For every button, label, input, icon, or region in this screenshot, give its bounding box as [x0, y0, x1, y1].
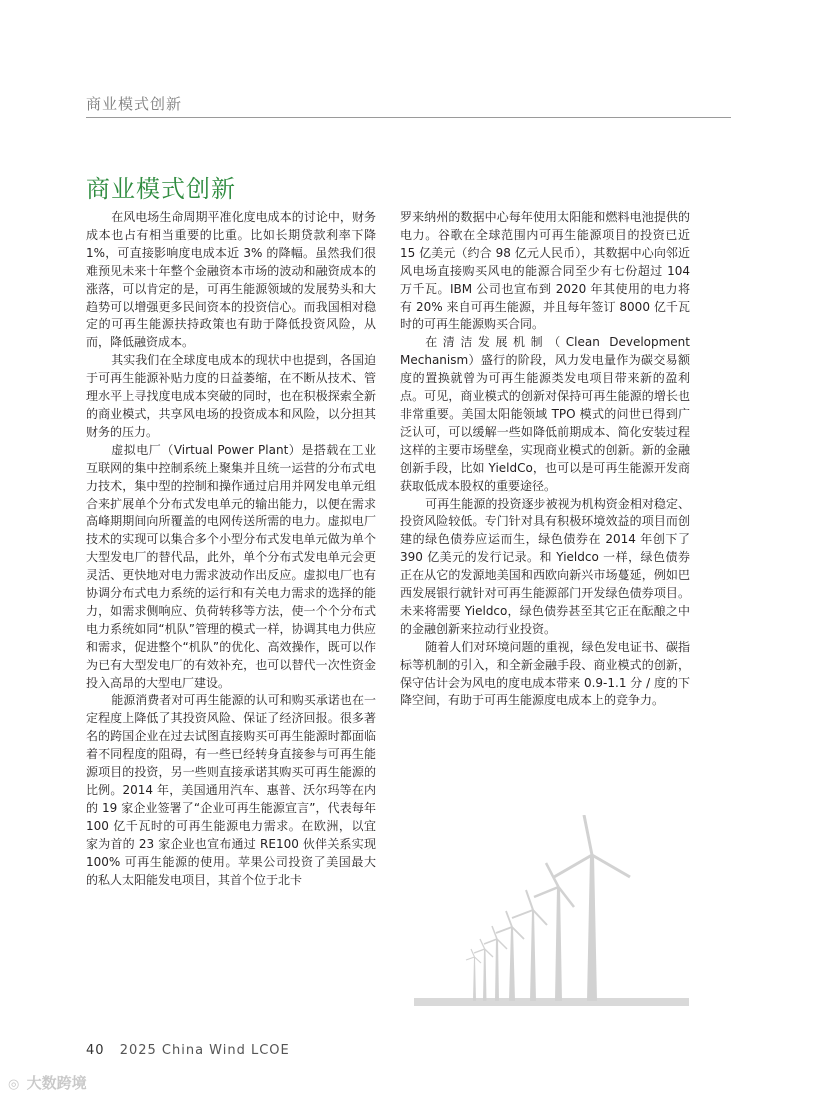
- paragraph-green-bonds: 可再生能源的投资逐步被视为机构资金相对稳定、投资风险较低。专门针对具有积极环境效益的项目而创建的绿色债券应运而生，绿色债券在 2014 年创下了 390 亿美元的发行记录。和 Yieldco 一样，绿色债券正在从它的发源地美国和西欧向新兴市场蔓延，例如巴西发展银行就针对可再生能源部门开发绿色债券项目。未来将需要 Yieldco，绿色债券甚至其它正在酝酿之中的金融创新来拉动行业投资。: [400, 496, 690, 636]
- camera-logo-icon: ◎: [8, 1077, 20, 1092]
- page-footer: [86, 1043, 290, 1058]
- paragraph-consumer-commitment-cont: 罗来纳州的数据中心每年使用太阳能和燃料电池提供的电力。谷歌在全球范围内可再生能源项目的投资已近 15 亿美元（约合 98 亿元人民币），其数据中心向邻近风电场直接购买风电的能源合同至少有七份超过 104 万千瓦。IBM 公司也宣布到 2020 年其使用的电力将有 20% 来自可再生能源，并且每年签订 8000 亿千瓦时的可再生能源购买合同。: [400, 210, 690, 332]
- watermark-text: 大数跨境: [26, 1074, 87, 1092]
- paragraph-consumer-commitment: 能源消费者对可再生能源的认可和购买承诺也在一定程度上降低了其投资风险、保证了经济回报。很多著名的跨国企业在过去试图直接购买可再生能源时都面临着不同程度的阻碍，有一些已经转身直接参与可再生能源项目的投资，另一些则直接承诺其购买可再生能源的比例。2014 年，美国通用汽车、惠普、沃尔玛等在内的 19 家企业签署了“企业可再生能源宣言”，代表每年 100 亿千瓦时的可再生能源电力需求。在欧洲，以宜家为首的 23 家企业也宣布通过 RE100 伙伴关系实现100% 可再生能源的使用。苹果公司投资了美国最大的私人太阳能发电项目，其首个位于北卡: [86, 693, 376, 887]
- paragraph-virtual-power-plant: 虚拟电厂（Virtual Power Plant）是搭载在工业互联网的集中控制系统上聚集并且统一运营的分布式电力技术，集中型的控制和操作通过启用并网发电单元组合来扩展单个分布式发电单元的输出能力，以便在需求高峰期期间向所覆盖的电网传送所需的电力。虚拟电厂技术的实现可以集合多个小型分布式发电单元做为单个大型发电厂的替代品，此外，单个分布式发电单元会更灵活、更快地对电力需求波动作出反应。虚拟电厂也有协调分布式电力系统的运行和有关电力需求的选择的能力，如需求侧响应、负荷转移等方法，使一个个分布式电力系统如同“机队”管理的模式一样，协调其电力供应和需求，促进整个“机队”的优化、高效操作，既可以作为已有大型发电厂的有效补充，也可以替代一次性资金投入高昂的大型电厂建设。: [86, 442, 376, 690]
- paragraph-financial-cost: 在风电场生命周期平准化度电成本的讨论中，财务成本也占有相当重要的比重。比如长期贷款利率下降 1%，可直接影响度电成本近 3% 的降幅。虽然我们很难预见未来十年整个金融资本市场的波动和融资成本的涨落，可以肯定的是，可再生能源领域的发展势头和大趋势可以增强更多民间资本的投资信心。而我国相对稳定的可再生能源扶持政策也有助于降低投资风险，从而，降低融资成本。: [86, 210, 376, 350]
- wind-turbines-illustration: [414, 815, 689, 1010]
- left-column: [86, 209, 376, 889]
- header-divider: [86, 117, 731, 118]
- page-title: 商业模式创新: [86, 175, 236, 203]
- paragraph-conclusion: 随着人们对环境问题的重视，绿色发电证书、碳指标等机制的引入，和全新金融手段、商业模式的创新，保守估计会为风电的度电成本带来 0.9-1.1 分 / 度的下降空间，有助于可再生能源度电成本上的竞争力。: [400, 639, 690, 708]
- page-number: 40: [86, 1043, 105, 1058]
- running-header: 商业模式创新: [86, 95, 183, 113]
- right-column: [400, 209, 690, 710]
- publication-name: 2025 China Wind LCOE: [119, 1043, 290, 1058]
- paragraph-cdm: 在清洁发展机制（Clean Development Mechanism）盛行的阶段，风力发电量作为碳交易额度的置换就曾为可再生能源类发电项目带来新的盈利点。可见，商业模式的创新对保持可再生能源的增长也非常重要。美国太阳能领域 TPO 模式的问世已得到广泛认可，可以缓解一些如降低前期成本、简化安装过程这样的主要市场壁垒，实现商业模式的创新。新的金融创新手段，比如 YieldCo，也可以是可再生能源开发商获取低成本股权的重要途径。: [400, 335, 690, 493]
- paragraph-business-model: 其实我们在全球度电成本的现状中也提到，各国迫于可再生能源补贴力度的日益萎缩，在不断从技术、管理水平上寻找度电成本突破的同时，也在积极探索全新的商业模式，共享风电场的投资成本和风险，以分担其财务的压力。: [86, 353, 376, 439]
- watermark: [8, 1072, 87, 1093]
